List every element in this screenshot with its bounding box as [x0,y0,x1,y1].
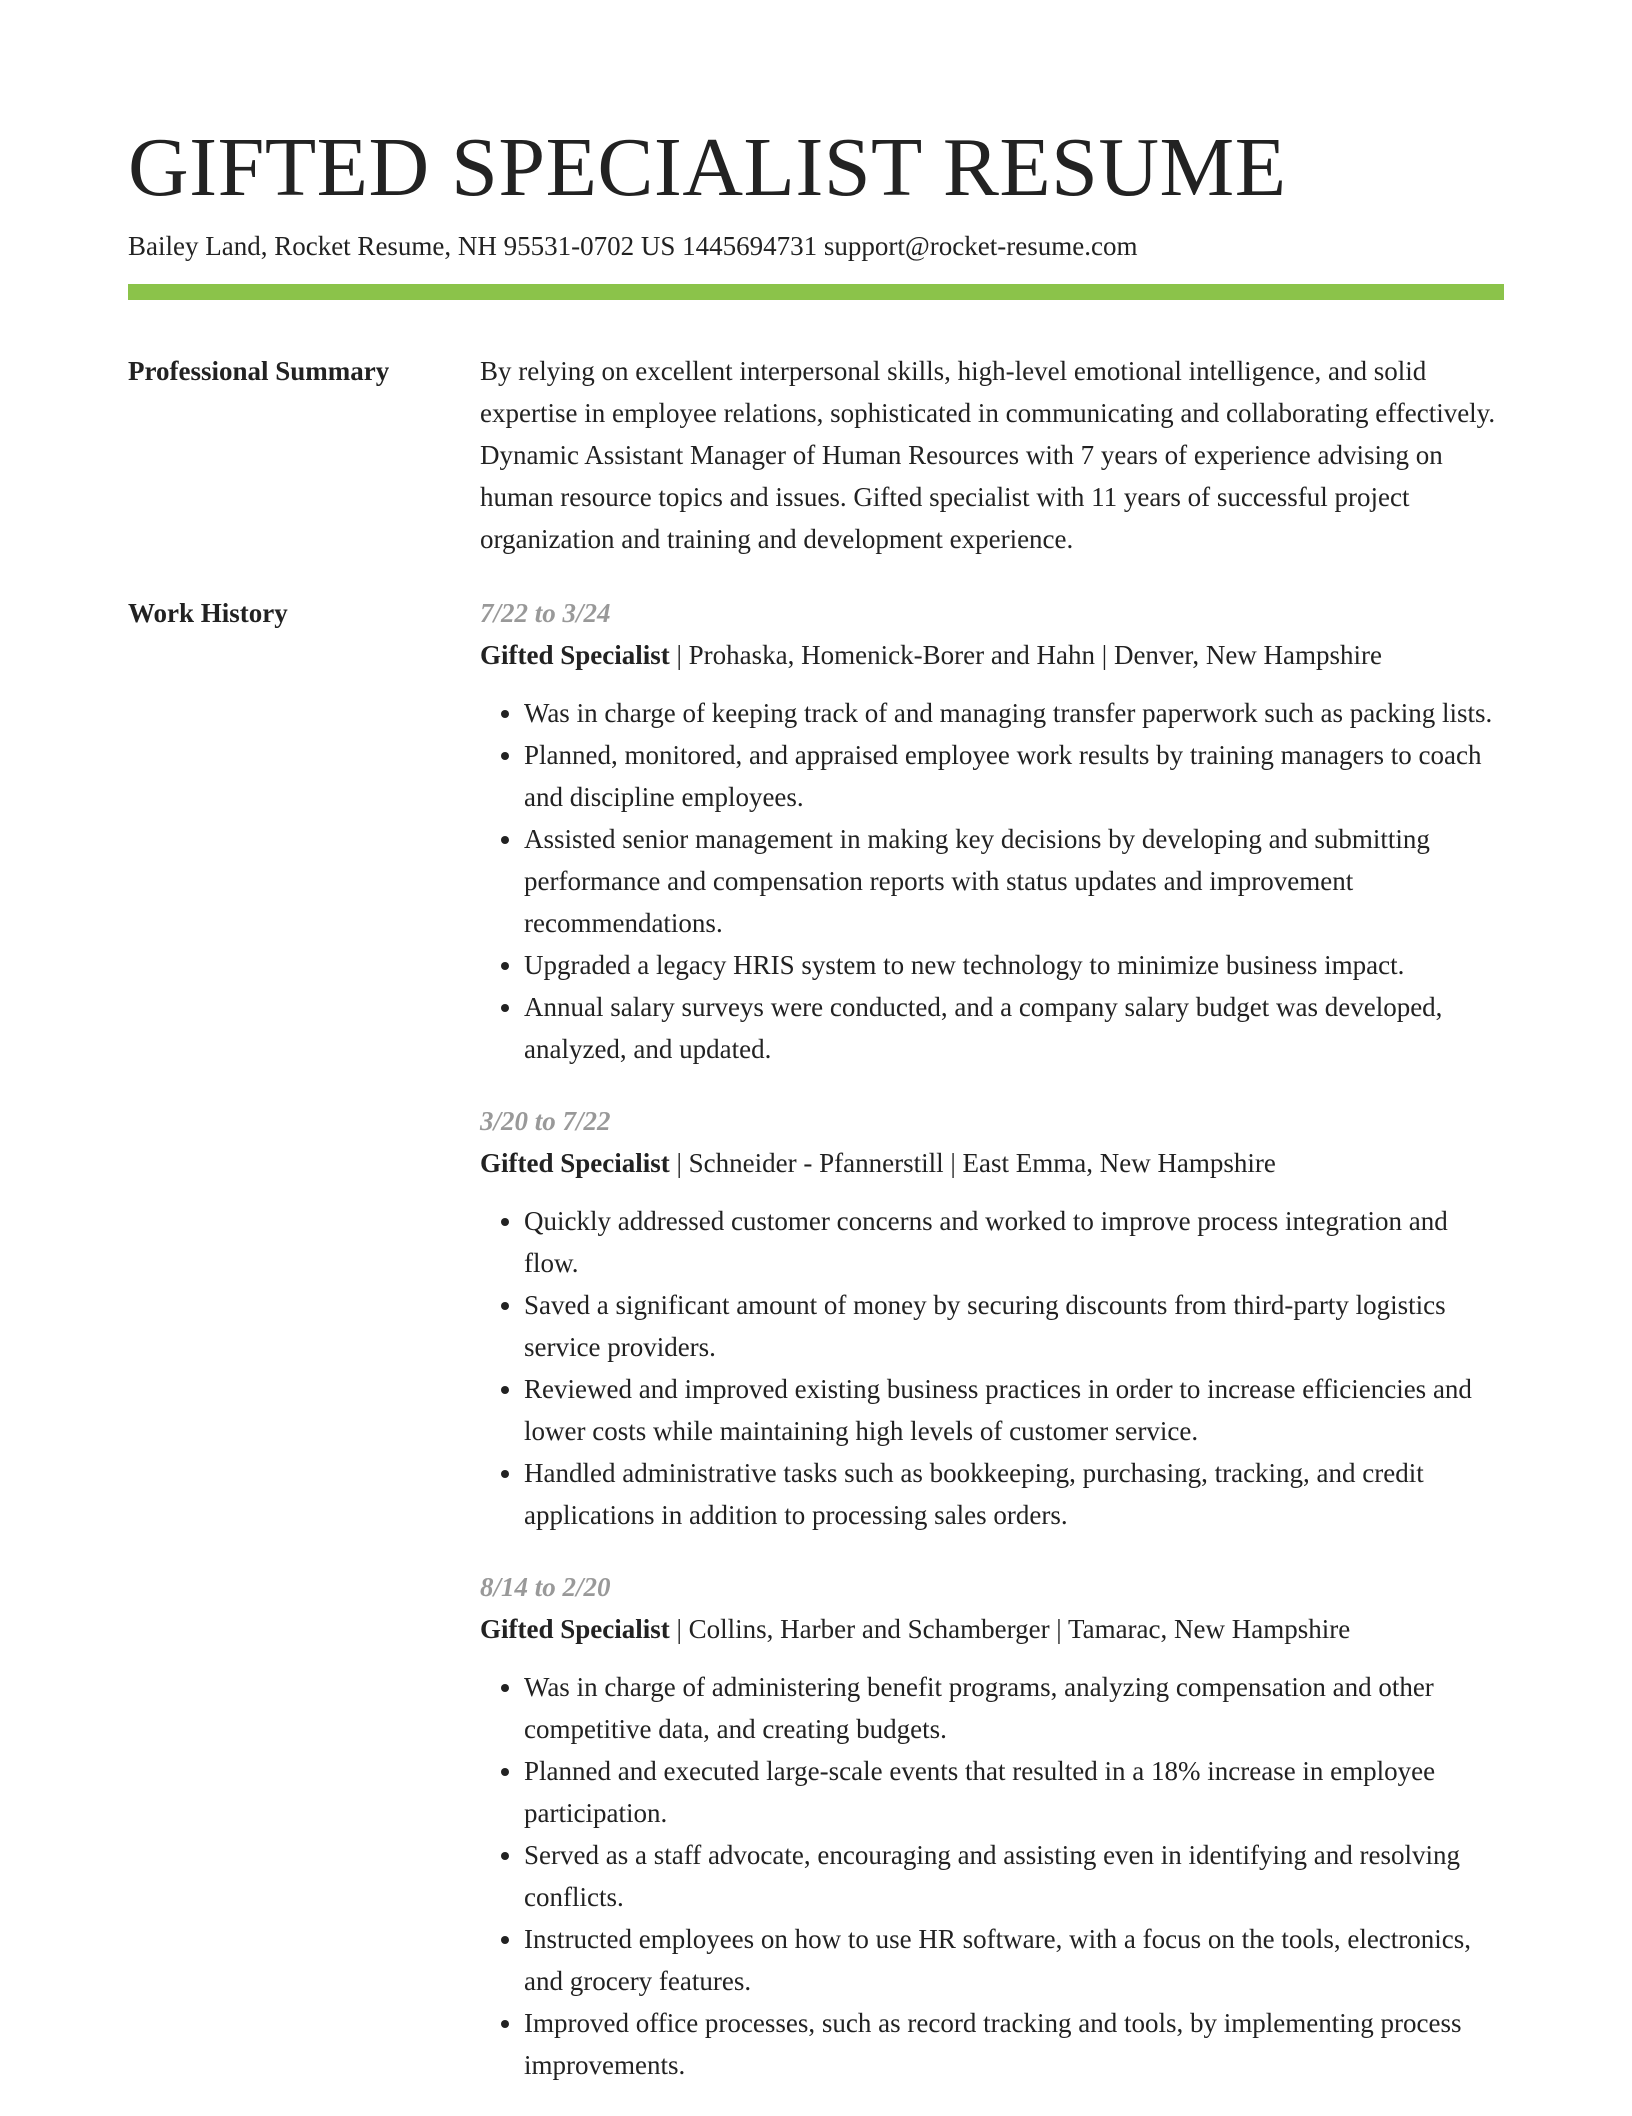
job-bullet: • Was in charge of keeping track of and managing transfer paperwork such as packing lists. [524,692,1504,734]
job-title: Gifted Specialist [480,1614,670,1644]
summary-body [480,350,1504,560]
job-details: | Collins, Harber and Schamberger | Tamarac, New Hampshire [669,1614,1351,1644]
job-entry [480,592,1504,1070]
section-label-work: Work History [128,598,288,628]
job-bullet: • Served as a staff advocate, encouraging and assisting even in identifying and resolving conflicts. [524,1834,1504,1918]
job-title: Gifted Specialist [480,1148,670,1178]
job-dates: 3/20 to 7/22 [480,1106,611,1136]
resume-title: GIFTED SPECIALIST RESUME [128,121,1287,214]
job-bullet-list [480,1666,1504,2086]
work-history-body [480,592,1504,2116]
header-divider [128,284,1504,300]
job-bullet: • Planned and executed large-scale events that resulted in a 18% increase in employee participation. [524,1750,1504,1834]
job-bullet: • Reviewed and improved existing business practices in order to increase efficiencies and lower costs while maintaining high levels of customer service. [524,1368,1504,1452]
summary-text: By relying on excellent interpersonal skills, high-level emotional intelligence, and solid expertise in employee relations, sophisticated in communicating and collaborating effectively. Dynamic Assistant Manager of Human Resources with 7 years of experience advising on human resource topics and issues. Gifted specialist with 11 years of successful project organization and training and development experience. [480,356,1496,554]
job-entry [480,1100,1504,1536]
job-heading [480,634,1504,676]
job-title: Gifted Specialist [480,640,670,670]
job-details: | Prohaska, Homenick-Borer and Hahn | Denver, New Hampshire [669,640,1383,670]
section-label-summary: Professional Summary [128,356,390,386]
job-bullet: • Instructed employees on how to use HR software, with a focus on the tools, electronics, and grocery features. [524,1918,1504,2002]
job-dates: 7/22 to 3/24 [480,598,611,628]
job-bullet: • Improved office processes, such as record tracking and tools, by implementing process improvements. [524,2002,1504,2086]
job-bullet-list [480,1200,1504,1536]
job-bullet-list [480,692,1504,1070]
job-bullet: • Was in charge of administering benefit programs, analyzing compensation and other competitive data, and creating budgets. [524,1666,1504,1750]
job-dates: 8/14 to 2/20 [480,1572,611,1602]
job-bullet: • Upgraded a legacy HRIS system to new technology to minimize business impact. [524,944,1504,986]
job-heading [480,1142,1504,1184]
job-bullet: • Handled administrative tasks such as bookkeeping, purchasing, tracking, and credit applications in addition to processing sales orders. [524,1452,1504,1536]
job-entry [480,1566,1504,2086]
job-bullet: • Planned, monitored, and appraised employee work results by training managers to coach and discipline employees. [524,734,1504,818]
job-bullet: • Assisted senior management in making key decisions by developing and submitting performance and compensation reports with status updates and improvement recommendations. [524,818,1504,944]
contact-line: Bailey Land, Rocket Resume, NH 95531-0702 US 1445694731 support@rocket-resume.com [128,231,1138,261]
job-bullet: • Saved a significant amount of money by securing discounts from third-party logistics service providers. [524,1284,1504,1368]
job-details: | Schneider - Pfannerstill | East Emma, New Hampshire [669,1148,1276,1178]
resume-page [128,120,1504,2116]
work-history-section [128,592,1504,2116]
professional-summary-section [128,350,1504,560]
job-bullet: • Quickly addressed customer concerns and worked to improve process integration and flow. [524,1200,1504,1284]
job-heading [480,1608,1504,1650]
job-bullet: • Annual salary surveys were conducted, and a company salary budget was developed, analyzed, and updated. [524,986,1504,1070]
